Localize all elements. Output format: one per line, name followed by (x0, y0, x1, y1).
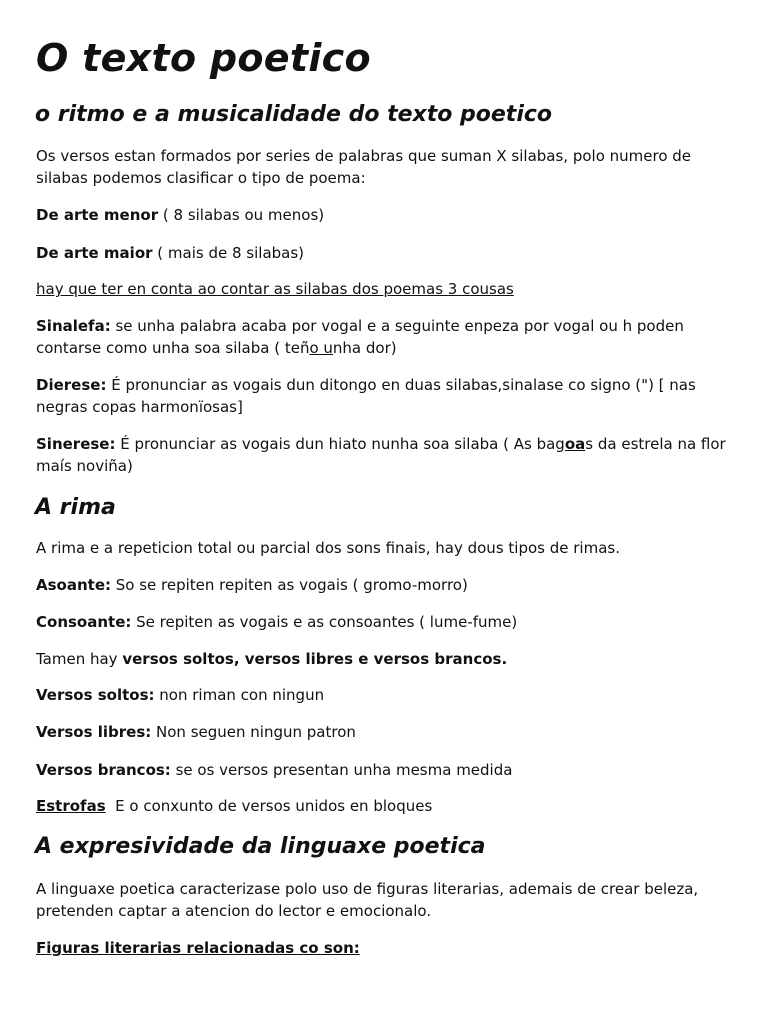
term-versos-soltos: Versos soltos: (36, 686, 155, 704)
paragraph-versos-soltos: Versos soltos: non riman con ningun (36, 686, 325, 704)
section-heading-ritmo: o ritmo e a musicalidade do texto poetico (35, 102, 553, 127)
term-dierese: Dierese: (36, 376, 107, 394)
term-asoante: Asoante: (36, 576, 111, 594)
term-arte-maior: De arte maior (36, 244, 153, 262)
paragraph-dierese: Dierese: É pronunciar as vogais dun ditongo en duas silabas,sinalase co signo (") [ nas negras copas harmonïosas] (36, 376, 696, 416)
section-heading-expresividade: A expresividade da linguaxe poetica (35, 834, 486, 859)
paragraph-versos-libres: Versos libres: Non seguen ningun patron (36, 723, 356, 741)
term-consoante: Consoante: (36, 613, 132, 631)
section-heading-rima: A rima (35, 495, 116, 520)
term-arte-menor: De arte menor (36, 206, 159, 224)
paragraph-figuras-son (36, 937, 732, 959)
term-figuras-son: Figuras literarias relacionadas co son: (36, 939, 360, 957)
term-estrofas: Estrofas (36, 797, 106, 815)
term-versos-libres: Versos libres: (36, 723, 152, 741)
paragraph-sinerese: Sinerese: É pronunciar as vogais dun hiato nunha soa silaba ( As bagoas da estrela na flor maís noviña) (36, 435, 726, 475)
term-sinalefa: Sinalefa: (36, 317, 111, 335)
paragraph-note-silabas: hay que ter en conta ao contar as silabas dos poemas 3 cousas (36, 280, 514, 298)
paragraph-versos-brancos: Versos brancos: se os versos presentan unha mesma medida (36, 761, 513, 779)
paragraph-asoante: Asoante: So se repiten repiten as vogais ( gromo-morro) (36, 576, 468, 594)
paragraph-linguaxe-intro: A linguaxe poetica caracterizase polo uso de figuras literarias, ademais de crear beleza, pretenden captar a atencion do lector e emocionalo. (36, 880, 699, 920)
paragraph-arte-maior: De arte maior ( mais de 8 silabas) (36, 244, 305, 262)
paragraph-tamen: Tamen hay versos soltos, versos libres e versos brancos. (36, 650, 508, 668)
term-versos-brancos: Versos brancos: (36, 761, 171, 779)
paragraph-intro-versos: Os versos estan formados por series de palabras que suman X silabas, polo numero de silabas podemos clasificar o tipo de poema: (36, 147, 692, 187)
page-title: O texto poetico (36, 36, 371, 80)
paragraph-consoante: Consoante: Se repiten as vogais e as consoantes ( lume-fume) (36, 613, 518, 631)
paragraph-estrofas: Estrofas E o conxunto de versos unidos en bloques (36, 797, 433, 815)
paragraph-rima-intro: A rima e a repeticion total ou parcial dos sons finais, hay dous tipos de rimas. (36, 539, 620, 557)
paragraph-sinalefa: Sinalefa: se unha palabra acaba por vogal e a seguinte enpeza por vogal ou h poden contarse como unha soa silaba ( teño unha dor) (36, 317, 684, 357)
paragraph-arte-menor: De arte menor ( 8 silabas ou menos) (36, 206, 325, 224)
term-sinerese: Sinerese: (36, 435, 116, 453)
